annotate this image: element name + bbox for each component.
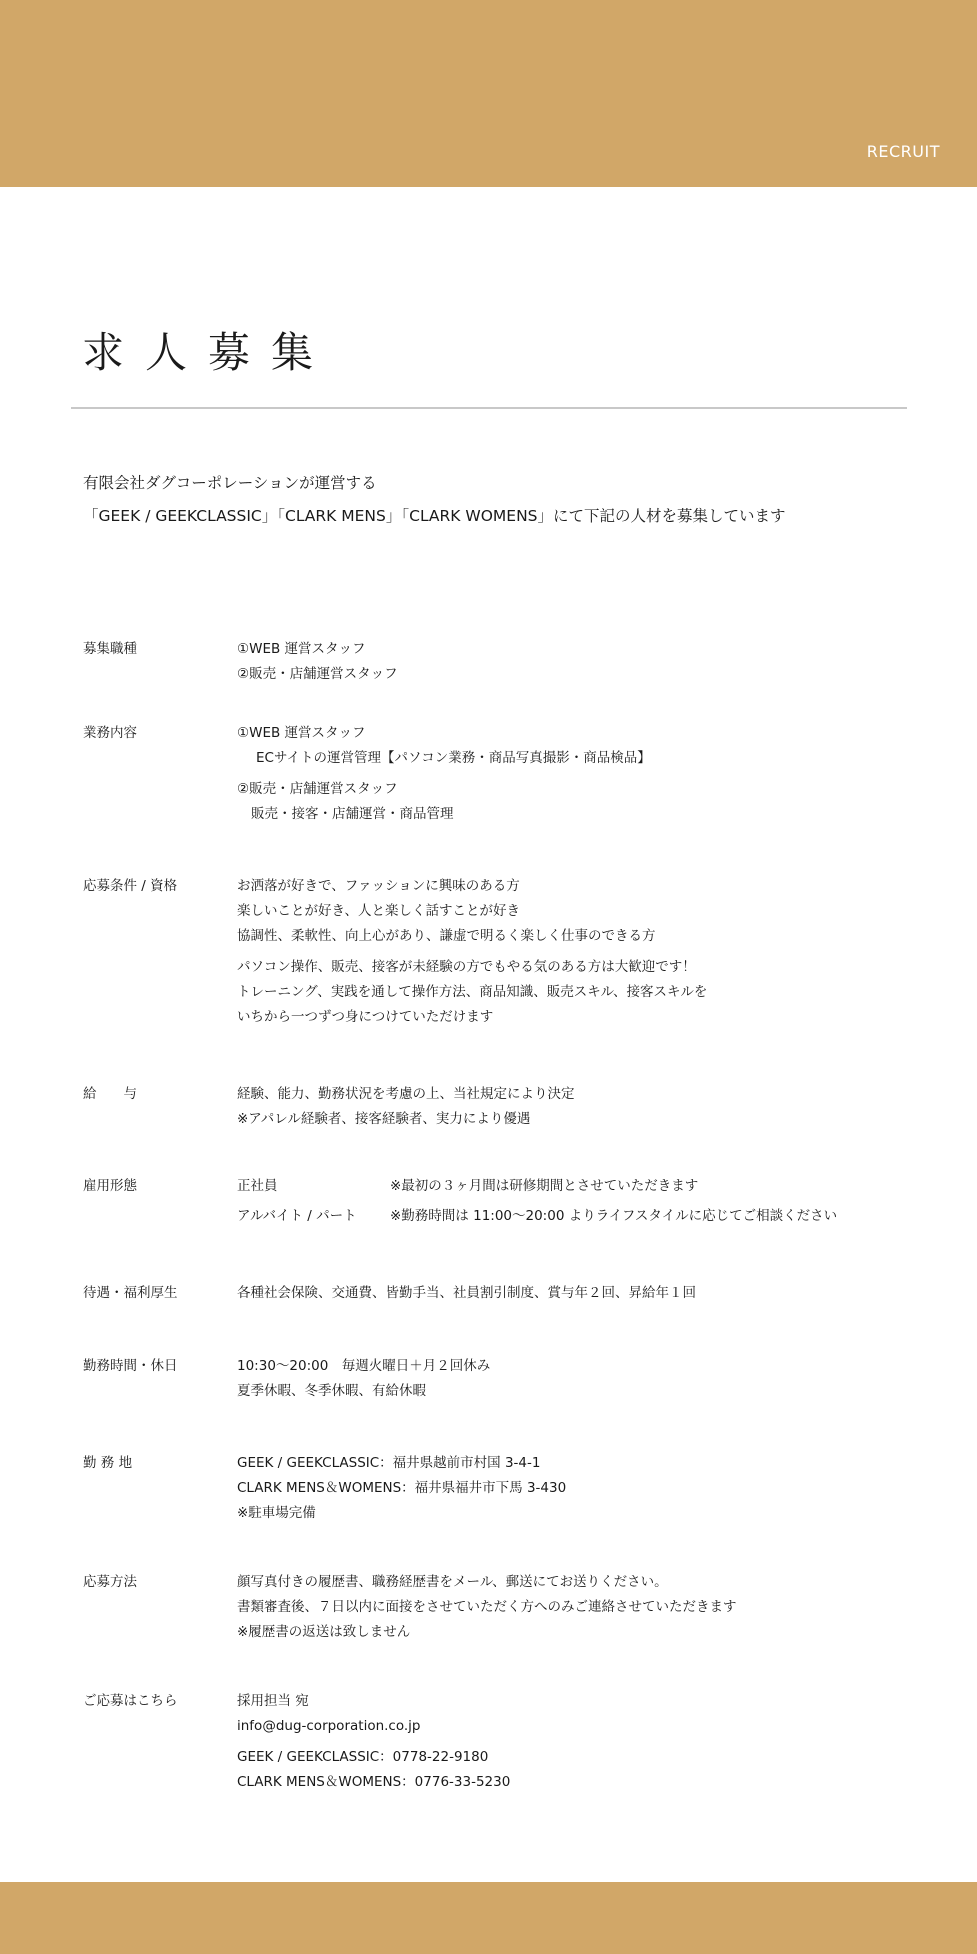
employment-type — [237, 1204, 957, 1234]
section-label: RECRUIT — [866, 142, 940, 161]
row-line: パソコン操作、販売、接客が未経験の方でもやる気のある方は大歓迎です！ — [237, 959, 696, 975]
row-line: いちから一つずつ身につけていただけます — [237, 1009, 494, 1025]
employment-type-note: ※最初の３ヶ月間は研修期間とさせていただきます — [390, 1178, 699, 1194]
row-label: 勤 務 地 — [83, 1455, 133, 1471]
row-label: 勤務時間・休日 — [83, 1358, 178, 1374]
contact-person: 採用担当 宛 — [237, 1693, 309, 1709]
row-line: 夏季休暇、冬季休暇、有給休暇 — [237, 1383, 426, 1399]
row-line: ①WEB 運営スタッフ — [237, 725, 366, 741]
row-line: ②販売・店舗運営スタッフ — [237, 666, 398, 682]
row-label: ご応募はこちら — [83, 1693, 178, 1709]
intro-line: 「GEEK / GEEKCLASSIC」「CLARK MENS」「CLARK WOMENS」にて下記の人材を募集しています — [83, 507, 786, 525]
row-line: CLARK MENS＆WOMENS：福井県福井市下馬 3-430 — [237, 1480, 567, 1496]
employment-type-name: 正社員 — [237, 1178, 278, 1194]
title-divider — [71, 407, 907, 409]
intro-text — [83, 470, 786, 536]
row-label: 給 与 — [83, 1086, 137, 1102]
row-body — [237, 874, 957, 1030]
row-body — [237, 1082, 957, 1132]
employment-type — [237, 1174, 957, 1204]
page-title: 求人募集 — [82, 328, 335, 377]
row-line: 顔写真付きの履歴書、職務経歴書をメール、郵送にてお送りください。 — [237, 1574, 668, 1590]
row-body — [237, 721, 957, 827]
employment-type-name: アルバイト / パート — [237, 1208, 357, 1224]
contact-email[interactable]: info@dug-corporation.co.jp — [237, 1718, 421, 1734]
row-line: ①WEB 運営スタッフ — [237, 641, 366, 657]
row-line: 経験、能力、勤務状況を考慮の上、当社規定により決定 — [237, 1086, 575, 1102]
row-line: ※アパレル経験者、接客経験者、実力により優遇 — [237, 1111, 531, 1127]
intro-line: 有限会社ダグコーポレーションが運営する — [83, 474, 377, 492]
contact-phone: GEEK / GEEKCLASSIC：0778-22-9180 — [237, 1749, 489, 1765]
contact-phone: CLARK MENS＆WOMENS：0776-33-5230 — [237, 1774, 511, 1790]
row-line: 10:30〜20:00 毎週火曜日＋月２回休み — [237, 1358, 491, 1374]
row-label: 雇用形態 — [83, 1178, 137, 1194]
row-line: 各種社会保険、交通費、皆勤手当、社員割引制度、賞与年２回、昇給年１回 — [237, 1285, 696, 1301]
row-line: 楽しいことが好き、人と楽しく話すことが好き — [237, 903, 520, 919]
row-label: 業務内容 — [83, 725, 137, 741]
row-line: ※駐車場完備 — [237, 1505, 316, 1521]
employment-type-note: ※勤務時間は 11:00〜20:00 よりライフスタイルに応じてご相談ください — [390, 1208, 838, 1224]
row-body — [237, 1281, 957, 1306]
row-label: 募集職種 — [83, 641, 137, 657]
row-line: ※履歴書の返送は致しません — [237, 1624, 411, 1640]
row-body — [237, 1451, 957, 1526]
row-body — [237, 637, 957, 687]
footer-band — [0, 1882, 977, 1954]
row-line: GEEK / GEEKCLASSIC：福井県越前市村国 3-4-1 — [237, 1455, 541, 1471]
row-line: 販売・接客・店舗運営・商品管理 — [251, 806, 454, 822]
row-body — [237, 1689, 957, 1795]
row-line: ②販売・店舗運営スタッフ — [237, 781, 398, 797]
row-line: お洒落が好きで、ファッションに興味のある方 — [237, 878, 520, 894]
row-line: 書類審査後、７日以内に面接をさせていただく方へのみご連絡させていただきます — [237, 1599, 737, 1615]
header-band — [0, 0, 977, 187]
row-line: 協調性、柔軟性、向上心があり、謙虚で明るく楽しく仕事のできる方 — [237, 928, 656, 944]
row-label: 応募方法 — [83, 1574, 137, 1590]
row-label: 応募条件 / 資格 — [83, 878, 178, 894]
row-line: トレーニング、実践を通して操作方法、商品知識、販売スキル、接客スキルを — [237, 984, 708, 1000]
row-label: 待遇・福利厚生 — [83, 1285, 178, 1301]
row-body — [237, 1570, 957, 1645]
row-body — [237, 1174, 957, 1234]
row-body — [237, 1354, 957, 1404]
row-line: ECサイトの運営管理【パソコン業務・商品写真撮影・商品検品】 — [256, 750, 651, 766]
